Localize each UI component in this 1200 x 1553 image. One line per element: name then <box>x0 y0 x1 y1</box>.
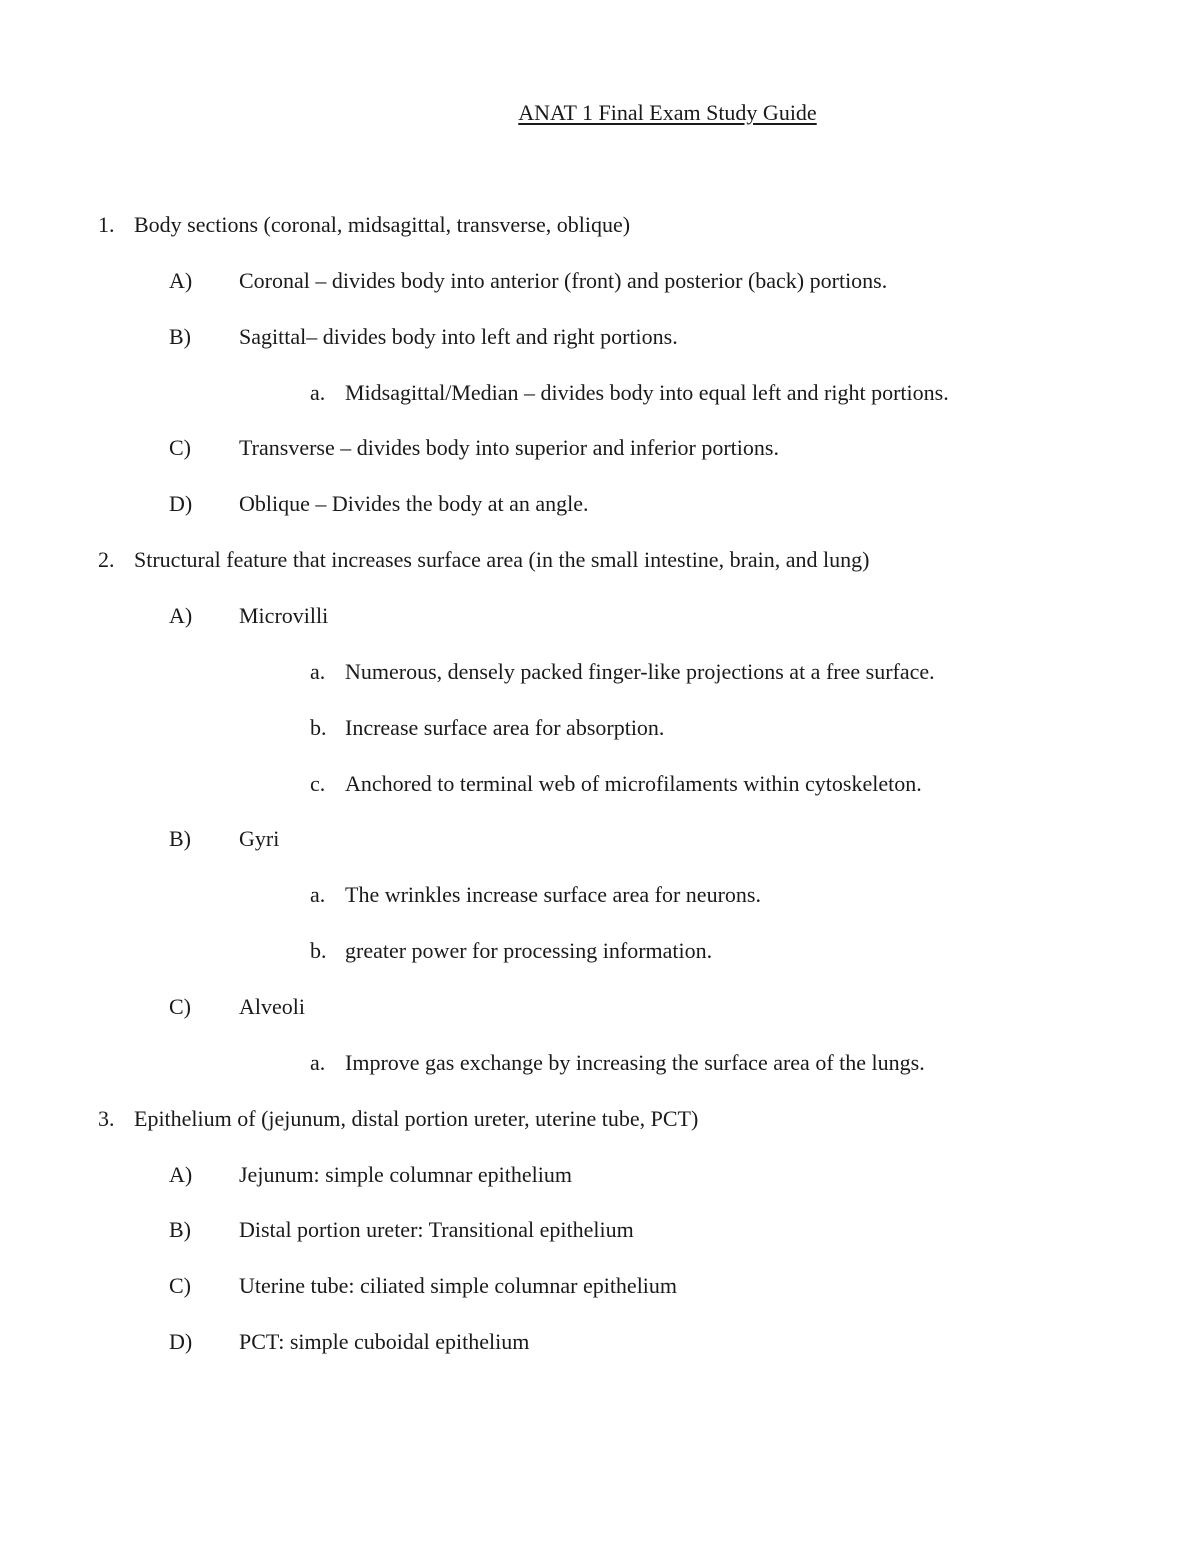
item-label: a. <box>310 659 326 684</box>
item-label: a. <box>310 380 326 405</box>
section-text: Epithelium of (jejunum, distal portion ureter, uterine tube, PCT) <box>134 1106 699 1131</box>
item-label: c. <box>310 771 326 796</box>
subsection-label: B) <box>169 826 191 851</box>
item-label: a. <box>310 1050 326 1075</box>
item-label: b. <box>310 938 327 963</box>
subsection-text: Distal portion ureter: Transitional epithelium <box>239 1217 634 1242</box>
subsection-text: Microvilli <box>239 603 329 628</box>
subsection-text: Jejunum: simple columnar epithelium <box>239 1162 572 1187</box>
subsection-label: D) <box>169 491 193 516</box>
item-text: Improve gas exchange by increasing the surface area of the lungs. <box>345 1050 925 1075</box>
item-text: Numerous, densely packed finger-like projections at a free surface. <box>345 659 935 684</box>
section-number: 3. <box>98 1106 115 1131</box>
item-label: b. <box>310 715 327 740</box>
subsection-label: D) <box>169 1329 193 1354</box>
subsection-label: C) <box>169 435 191 460</box>
section-text: Structural feature that increases surface area (in the small intestine, brain, and lung) <box>134 547 870 572</box>
subsection-text: Uterine tube: ciliated simple columnar epithelium <box>239 1273 678 1298</box>
subsection-text: Gyri <box>239 826 280 851</box>
item-text: The wrinkles increase surface area for neurons. <box>345 882 761 907</box>
subsection-label: B) <box>169 324 191 349</box>
document-title: ANAT 1 Final Exam Study Guide <box>518 100 817 125</box>
item-text: Increase surface area for absorption. <box>345 715 665 740</box>
item-text: Midsagittal/Median – divides body into equal left and right portions. <box>345 380 949 405</box>
subsection-label: A) <box>169 603 193 628</box>
item-label: a. <box>310 882 326 907</box>
section-text: Body sections (coronal, midsagittal, transverse, oblique) <box>134 212 631 237</box>
subsection-text: Coronal – divides body into anterior (front) and posterior (back) portions. <box>239 268 888 293</box>
subsection-label: A) <box>169 268 193 293</box>
subsection-text: Sagittal– divides body into left and right portions. <box>239 324 678 349</box>
item-text: Anchored to terminal web of microfilaments within cytoskeleton. <box>345 771 922 796</box>
subsection-text: Oblique – Divides the body at an angle. <box>239 491 589 516</box>
subsection-label: A) <box>169 1162 193 1187</box>
subsection-text: Transverse – divides body into superior and inferior portions. <box>239 435 779 460</box>
subsection-text: Alveoli <box>239 994 305 1019</box>
subsection-label: C) <box>169 1273 191 1298</box>
section-number: 1. <box>98 212 115 237</box>
subsection-label: B) <box>169 1217 191 1242</box>
item-text: greater power for processing information. <box>345 938 713 963</box>
subsection-text: PCT: simple cuboidal epithelium <box>239 1329 530 1354</box>
subsection-label: C) <box>169 994 191 1019</box>
section-number: 2. <box>98 547 115 572</box>
